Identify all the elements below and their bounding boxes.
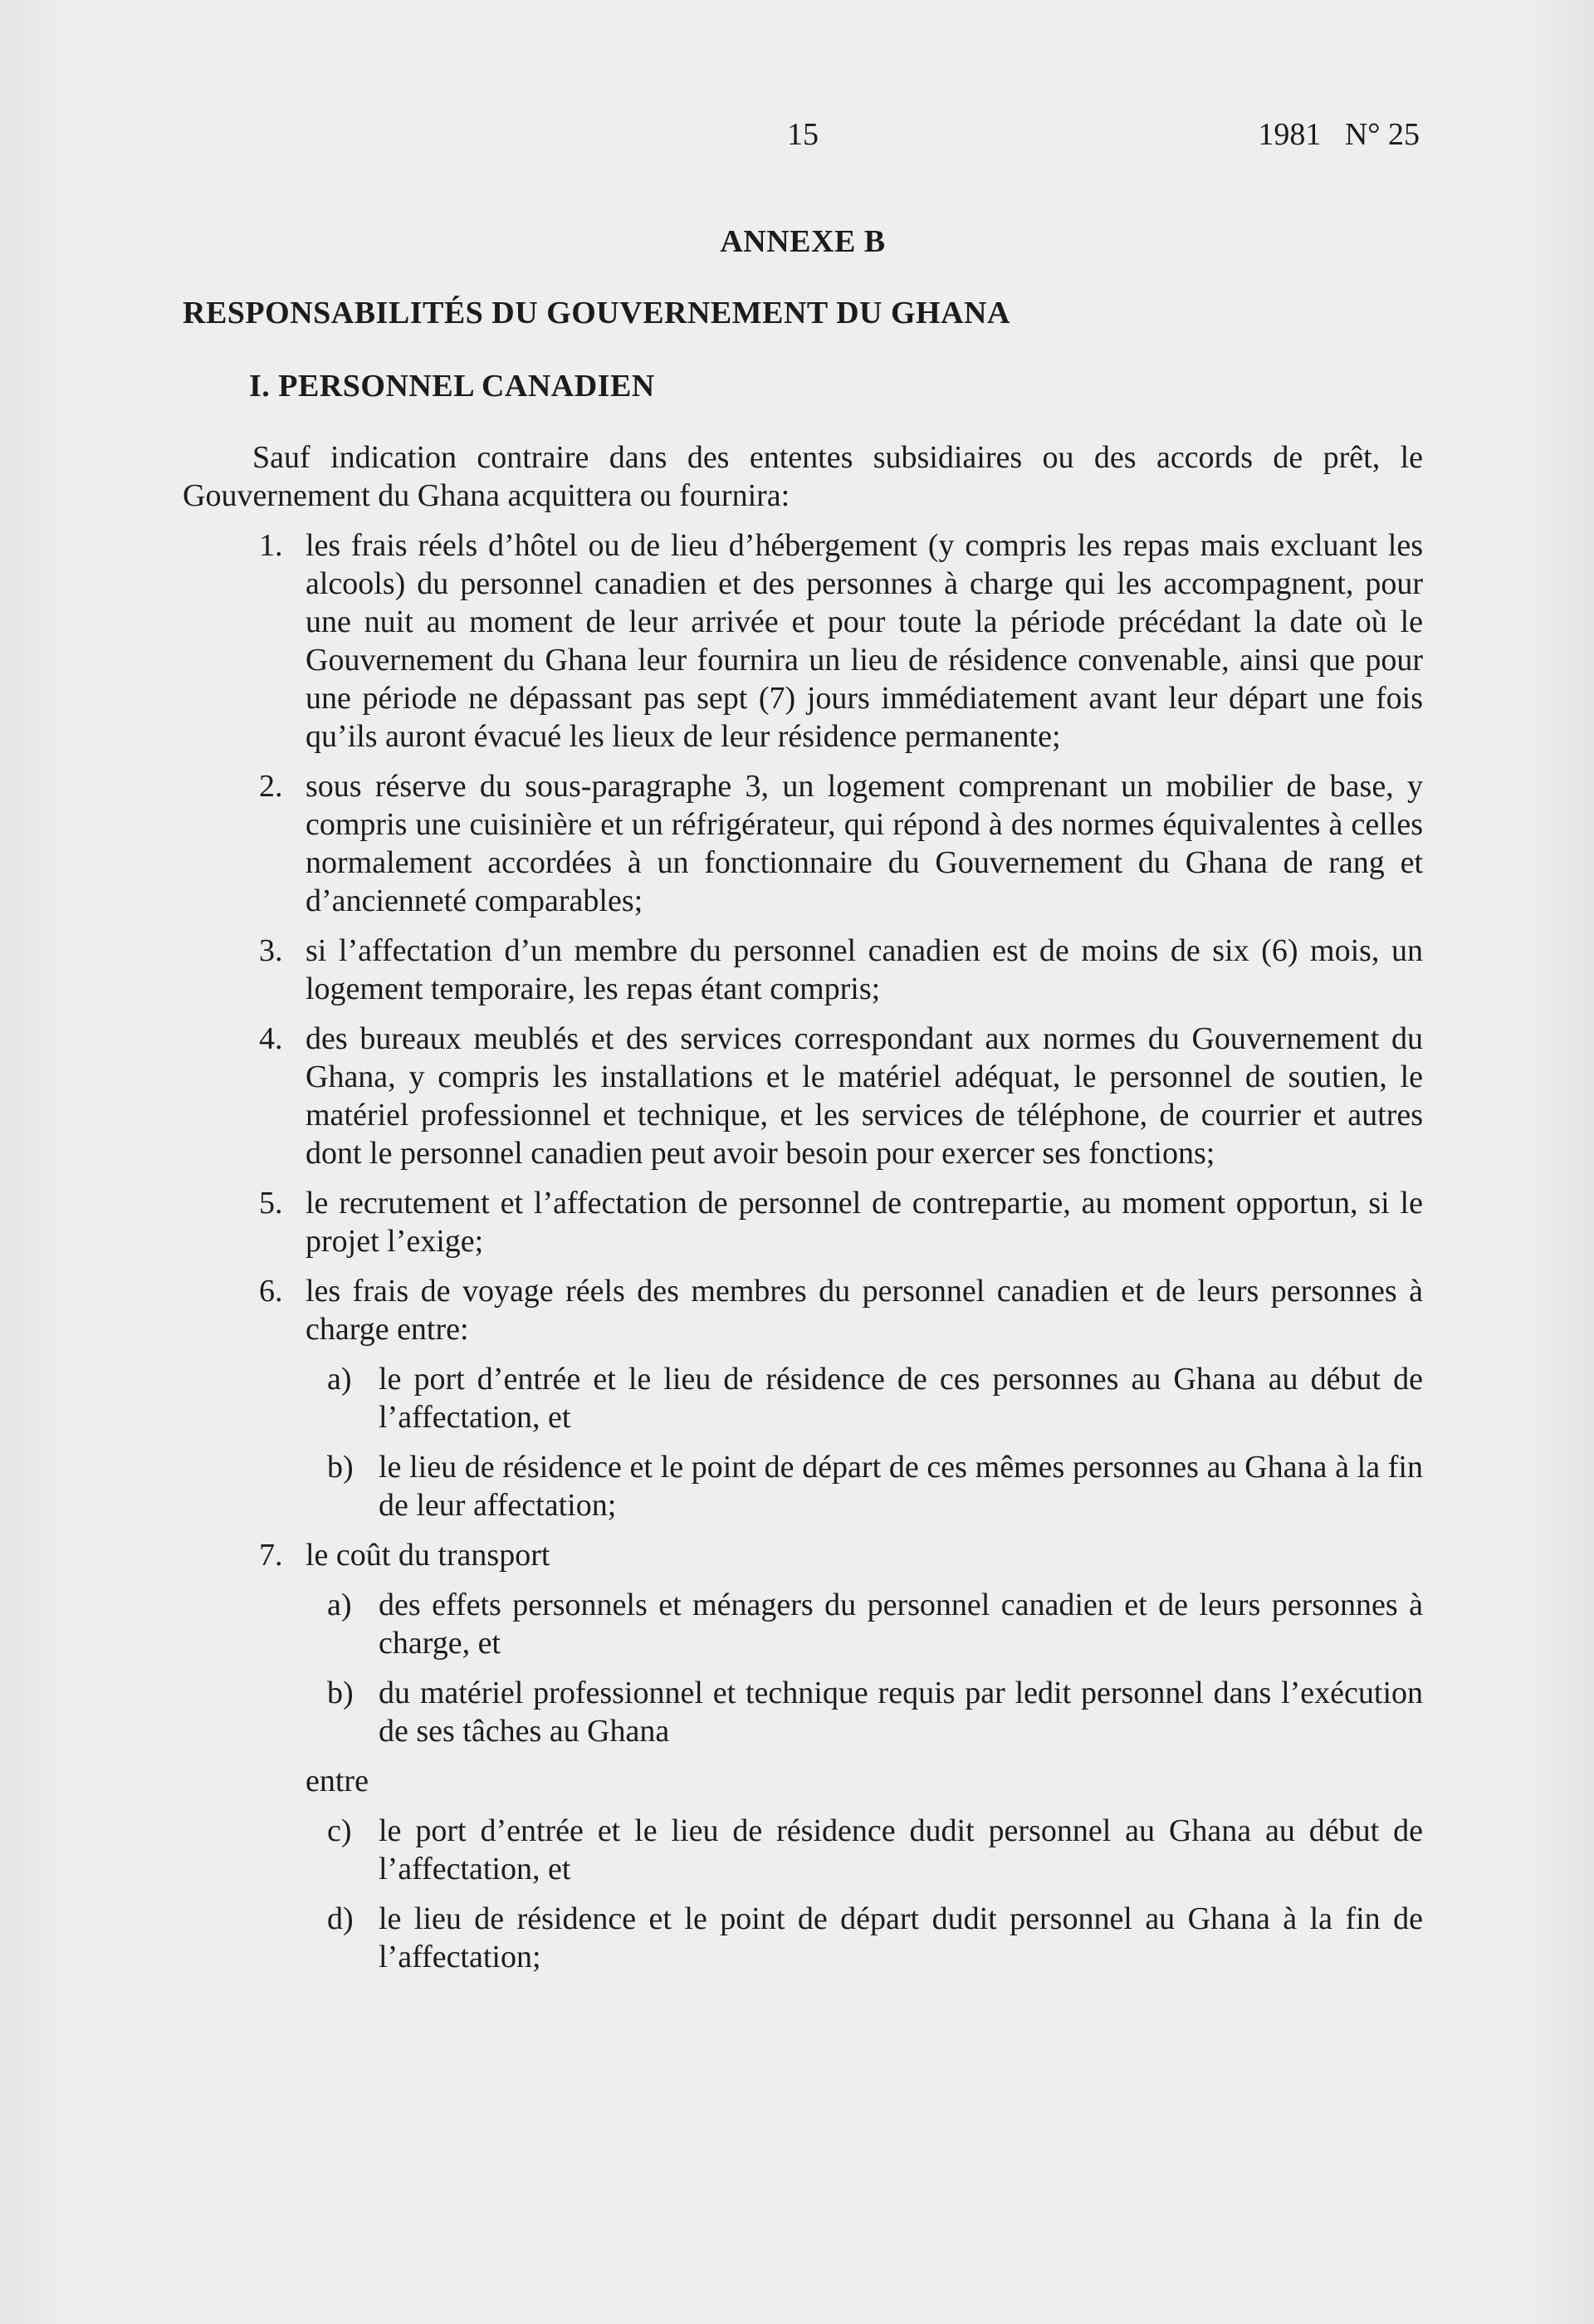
sub-item-text: du matériel professionnel et technique requis par ledit personnel dans l’exécution de ses tâches au Ghana (379, 1676, 1423, 1749)
sub-item (183, 1812, 1423, 1888)
page-header (0, 116, 1594, 166)
item-text: le coût du transport (306, 1538, 550, 1573)
item-number: 6. (259, 1274, 283, 1309)
item-number: 4. (259, 1021, 283, 1056)
item-text: des bureaux meublés et des services correspondant aux normes du Gouvernement du Ghana, y compris les installations et le matériel adéquat, le personnel de soutien, le matériel professionnel et technique, et les services de téléphone, de courrier et autres dont le personnel canadien peut avoir besoin pour exercer ses fonctions; (306, 1021, 1423, 1171)
sub-item-label: b) (327, 1450, 354, 1485)
sub-item-label: c) (327, 1813, 352, 1848)
sub-item-label: d) (327, 1901, 354, 1936)
sub-item-text: le lieu de résidence et le point de départ de ces mêmes personnes au Ghana à la fin de leur affectation; (379, 1450, 1423, 1523)
item-number: 3. (259, 933, 283, 968)
list-item (183, 526, 1423, 756)
item-text: les frais de voyage réels des membres du personnel canadien et de leurs personnes à charge entre: (306, 1274, 1423, 1347)
between-word: entre (306, 1764, 369, 1798)
item-number: 1. (259, 528, 283, 563)
list-item (183, 1272, 1423, 1348)
list-item (183, 1536, 1423, 1574)
document-reference: 1981 N° 25 (1258, 117, 1420, 152)
item-number: 5. (259, 1186, 283, 1221)
sub-item (183, 1674, 1423, 1750)
item-text: les frais réels d’hôtel ou de lieu d’hébergement (y compris les repas mais excluant les alcools) du personnel canadien et des personnes à charge qui les accompagnent, pour une nuit au moment de leur arrivée et pour toute la période précédant la date où le Gouvernement du Ghana leur fournira un lieu de résidence convenable, ainsi que pour une période ne dépassant pas sept (7) jours immédiatement avant leur départ une fois qu’ils auront évacué les lieux de leur résidence permanente; (306, 528, 1423, 754)
section-title: I. PERSONNEL CANADIEN (249, 369, 655, 404)
sub-item-label: a) (327, 1362, 352, 1397)
sub-item-text: des effets personnels et ménagers du personnel canadien et de leurs personnes à charge, et (379, 1588, 1423, 1661)
annex-title: ANNEXE B (720, 224, 886, 259)
intro-paragraph: Sauf indication contraire dans des ententes subsidiaires ou des accords de prêt, le Gouvernement du Ghana acquittera ou fournira: (183, 440, 1423, 513)
sub-item-text: le lieu de résidence et le point de départ dudit personnel au Ghana à la fin de l’affectation; (379, 1901, 1423, 1974)
sub-item-label: b) (327, 1676, 354, 1710)
item-text: si l’affectation d’un membre du personnel canadien est de moins de six (6) mois, un logement temporaire, les repas étant compris; (306, 933, 1423, 1006)
sub-item-text: le port d’entrée et le lieu de résidence de ces personnes au Ghana au début de l’affectation, et (379, 1362, 1423, 1435)
list-item (183, 1184, 1423, 1260)
responsibilities-title: RESPONSABILITÉS DU GOUVERNEMENT DU GHANA (183, 296, 1010, 330)
item-text: sous réserve du sous-paragraphe 3, un logement comprenant un mobilier de base, y compris une cuisinière et un réfrigérateur, qui répond à des normes équivalentes à celles normalement accordées à un fonctionnaire du Gouvernement du Ghana de rang et d’ancienneté comparables; (306, 769, 1423, 918)
document-body (183, 223, 1423, 1988)
sub-item-text: le port d’entrée et le lieu de résidence dudit personnel au Ghana au début de l’affectation, et (379, 1813, 1423, 1886)
page-number: 15 (787, 117, 819, 152)
list-item (183, 1020, 1423, 1172)
sub-item-label: a) (327, 1588, 352, 1622)
list-item (183, 932, 1423, 1008)
list-item (183, 767, 1423, 920)
item-number: 7. (259, 1538, 283, 1573)
sub-item (183, 1360, 1423, 1436)
sub-item (183, 1900, 1423, 1976)
item-text: le recrutement et l’affectation de personnel de contrepartie, au moment opportun, si le projet l’exige; (306, 1186, 1423, 1259)
sub-item (183, 1586, 1423, 1662)
item-number: 2. (259, 769, 283, 804)
sub-item (183, 1448, 1423, 1524)
